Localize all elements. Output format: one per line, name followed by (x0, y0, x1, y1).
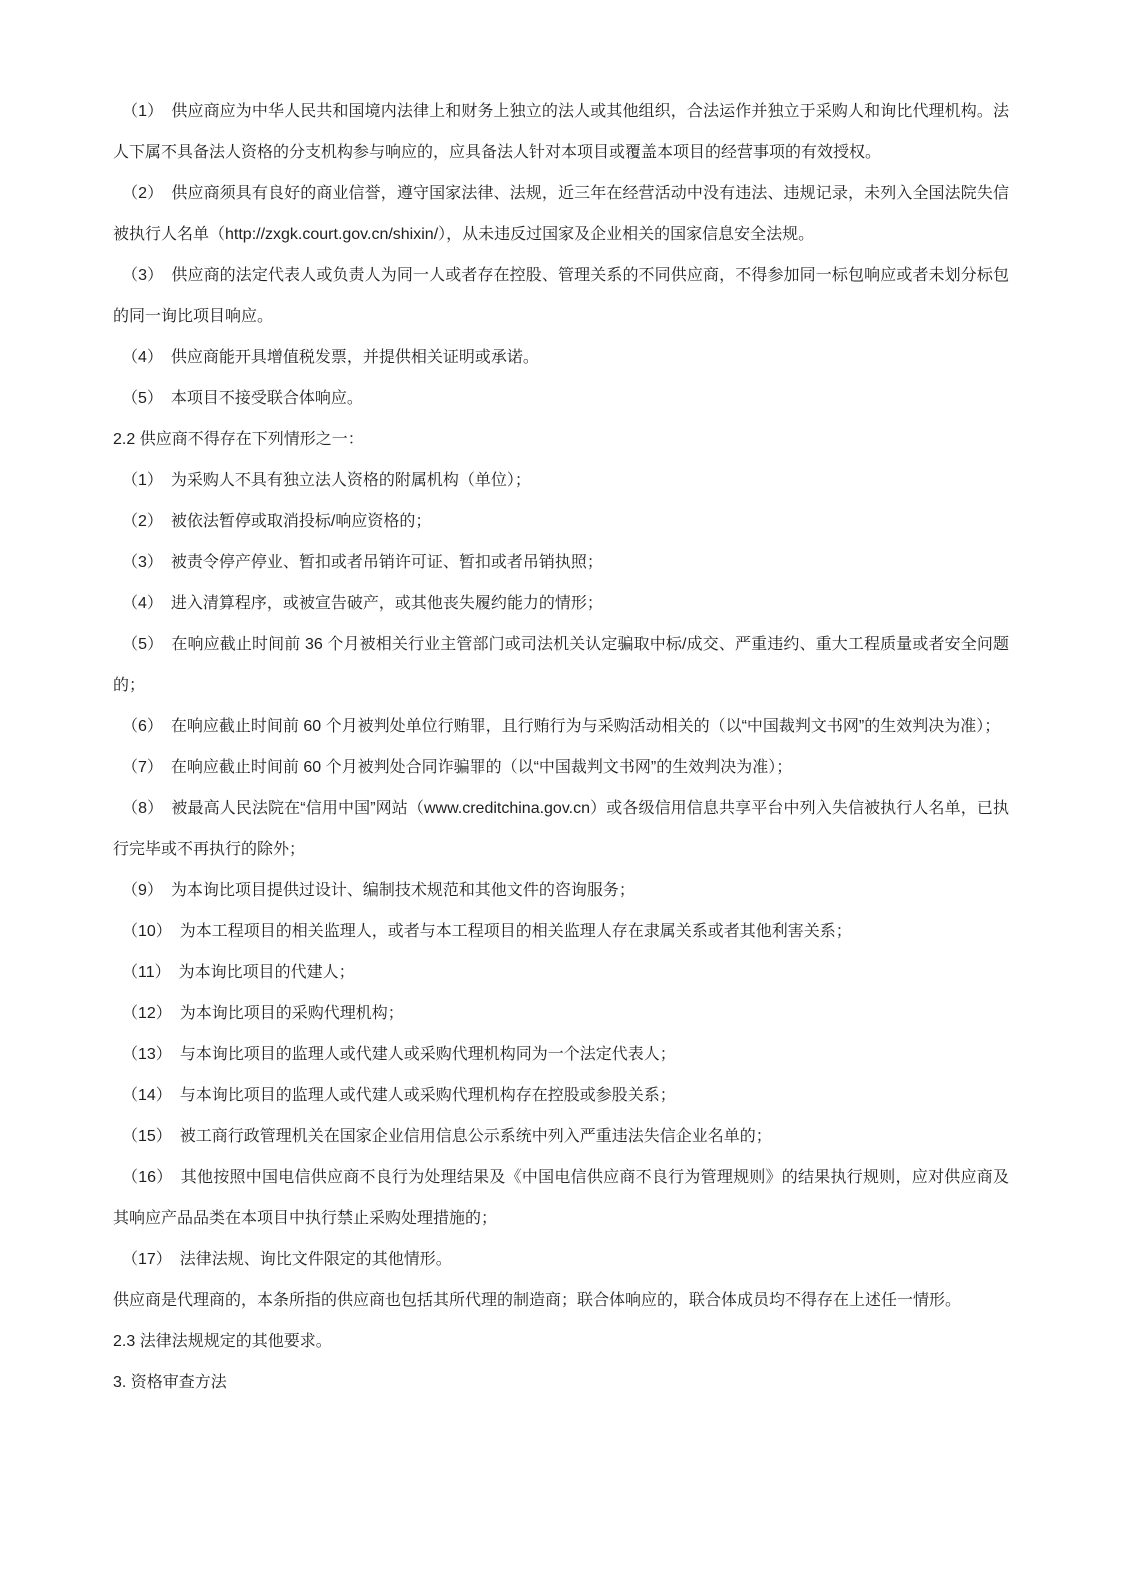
clause-2-2-item-4: （4） 进入清算程序，或被宣告破产，或其他丧失履约能力的情形； (122, 595, 603, 612)
clause-2-2-item-1: （1） 为采购人不具有独立法人资格的附属机构（单位）； (122, 472, 531, 489)
clause-2-2-item-9: （9） 为本询比项目提供过设计、编制技术规范和其他文件的咨询服务； (122, 882, 635, 899)
clause-2-2-item-5: （5） 在响应截止时间前 36 个月被相关行业主管部门或司法机关认定骗取中标/成交、严重违约、重大工程质量或者安全问题的； (113, 636, 1009, 694)
section-2-3-heading: 2.3 法律法规规定的其他要求。 (113, 1333, 332, 1350)
clause-2-1-item-4: （4） 供应商能开具增值税发票，并提供相关证明或承诺。 (122, 349, 539, 366)
clause-2-2-item-16: （16） 其他按照中国电信供应商不良行为处理结果及《中国电信供应商不良行为管理规则》的结果执行规则，应对供应商及其响应产品品类在本项目中执行禁止采购处理措施的； (113, 1169, 1009, 1227)
clause-2-2-item-8: （8） 被最高人民法院在“信用中国”网站（www.creditchina.gov.cn）或各级信用信息共享平台中列入失信被执行人名单，已执行完毕或不再执行的除外； (113, 800, 1009, 858)
note-agent-manufacturer: 供应商是代理商的，本条所指的供应商也包括其所代理的制造商；联合体响应的，联合体成员均不得存在上述任一情形。 (113, 1292, 962, 1309)
clause-2-2-item-12: （12） 为本询比项目的采购代理机构； (122, 1005, 404, 1022)
clause-2-2-item-15: （15） 被工商行政管理机关在国家企业信用信息公示系统中列入严重违法失信企业名单的； (122, 1128, 772, 1145)
clause-2-2-item-6: （6） 在响应截止时间前 60 个月被判处单位行贿罪，且行贿行为与采购活动相关的（以“中国裁判文书网”的生效判决为准）； (122, 718, 1001, 735)
clause-2-1-item-3: （3） 供应商的法定代表人或负责人为同一人或者存在控股、管理关系的不同供应商，不得参加同一标包响应或者未划分标包的同一询比项目响应。 (113, 267, 1009, 325)
clause-2-2-item-13: （13） 与本询比项目的监理人或代建人或采购代理机构同为一个法定代表人； (122, 1046, 676, 1063)
clause-2-1-item-1: （1） 供应商应为中华人民共和国境内法律上和财务上独立的法人或其他组织，合法运作并独立于采购人和询比代理机构。法人下属不具备法人资格的分支机构参与响应的，应具备法人针对本项目或覆盖本项目的经营事项的有效授权。 (113, 103, 1009, 161)
section-2-2-heading: 2.2 供应商不得存在下列情形之一： (113, 431, 364, 448)
clause-2-2-item-7: （7） 在响应截止时间前 60 个月被判处合同诈骗罪的（以“中国裁判文书网”的生效判决为准）； (122, 759, 793, 776)
clause-2-1-item-5: （5） 本项目不接受联合体响应。 (122, 390, 363, 407)
clause-2-2-item-2: （2） 被依法暂停或取消投标/响应资格的； (122, 513, 432, 530)
clause-2-2-item-10: （10） 为本工程项目的相关监理人，或者与本工程项目的相关监理人存在隶属关系或者其他利害关系； (122, 923, 852, 940)
clause-2-2-item-11: （11） 为本询比项目的代建人； (122, 964, 355, 981)
clause-2-2-item-14: （14） 与本询比项目的监理人或代建人或采购代理机构存在控股或参股关系； (122, 1087, 676, 1104)
section-3-heading: 3. 资格审查方法 (113, 1374, 227, 1391)
clause-2-2-item-17: （17） 法律法规、询比文件限定的其他情形。 (122, 1251, 452, 1268)
clause-2-2-item-3: （3） 被责令停产停业、暂扣或者吊销许可证、暂扣或者吊销执照； (122, 554, 603, 571)
clause-2-1-item-2: （2） 供应商须具有良好的商业信誉，遵守国家法律、法规，近三年在经营活动中没有违法、违规记录，未列入全国法院失信被执行人名单（http://zxgk.court.gov.cn/shixin/），从未违反过国家及企业相关的国家信息安全法规。 (113, 185, 1009, 243)
